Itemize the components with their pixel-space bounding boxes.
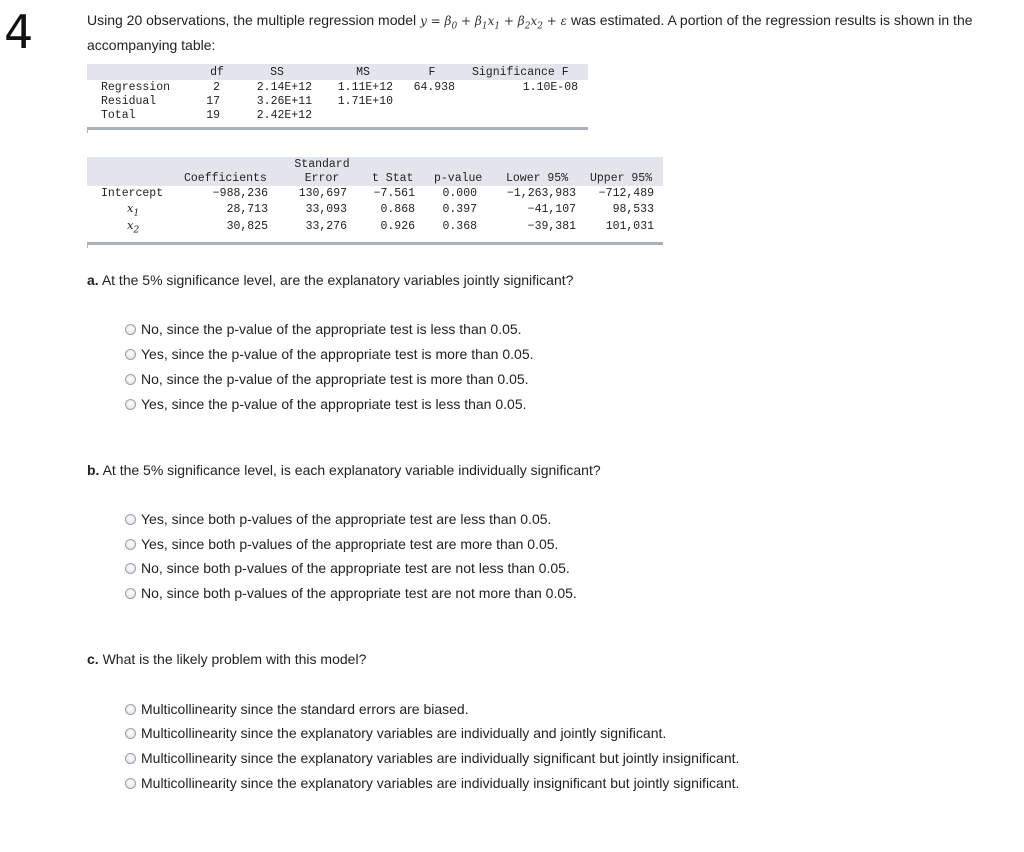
part-a-question: a. At the 5% significance level, are the explanatory variables jointly significant? [87, 272, 574, 288]
coef-bottom-rule [87, 242, 663, 245]
part-a-option[interactable]: Yes, since the p-value of the appropriate test is less than 0.05. [125, 394, 527, 414]
regression-equation: $y = \beta_0 + \beta_1x_1 + \beta_2x_2 + \varepsilon$ [420, 14, 568, 32]
radio-button[interactable] [125, 539, 136, 550]
coef-cell-lower-95: −41,107 [527, 203, 576, 216]
coef-header-error: Error [304, 172, 340, 185]
anova-cell-ss: 3.26E+11 [256, 95, 312, 108]
coef-cell-lower-95: −39,381 [527, 220, 576, 233]
coef-cell-t-stat: 0.868 [380, 203, 415, 216]
anova-cell-ss: 2.14E+12 [256, 81, 312, 94]
coef-cell-std-error: 33,276 [305, 220, 347, 233]
coef-row-label: $x_2$ [127, 218, 140, 236]
coef-header-p-value: p-value [434, 172, 483, 185]
part-c-option[interactable]: Multicollinearity since the explanatory variables are individually significant but jointly insignificant. [125, 748, 739, 768]
coef-cell-p-value: 0.397 [442, 203, 477, 216]
coef-cell-std-error: 130,697 [298, 187, 347, 200]
part-a-option[interactable]: No, since the p-value of the appropriate test is less than 0.05. [125, 319, 522, 339]
radio-button[interactable] [125, 728, 136, 739]
radio-button[interactable] [125, 514, 136, 525]
radio-button[interactable] [125, 704, 136, 715]
anova-cell-ss: 2.42E+12 [256, 109, 312, 122]
part-b-option[interactable]: No, since both p-values of the appropriate test are not less than 0.05. [125, 558, 570, 578]
radio-button[interactable] [125, 588, 136, 599]
part-b-question: b. At the 5% significance level, is each explanatory variable individually significant? [87, 462, 601, 478]
anova-row-label: Residual [101, 95, 157, 108]
radio-button[interactable] [125, 349, 136, 360]
anova-cell-df: 17 [206, 95, 220, 108]
coef-header-coefficients: Coefficients [184, 172, 267, 185]
part-b-option[interactable]: Yes, since both p-values of the appropriate test are more than 0.05. [125, 534, 558, 554]
part-b-option[interactable]: No, since both p-values of the appropriate test are not more than 0.05. [125, 583, 577, 603]
anova-cell-f: 64.938 [413, 81, 455, 94]
radio-button[interactable] [125, 374, 136, 385]
part-a-option[interactable]: No, since the p-value of the appropriate test is more than 0.05. [125, 369, 529, 389]
coef-cell-p-value: 0.368 [442, 220, 477, 233]
coef-cell-coefficient: 30,825 [226, 220, 268, 233]
radio-button[interactable] [125, 753, 136, 764]
radio-button[interactable] [125, 324, 136, 335]
radio-button[interactable] [125, 778, 136, 789]
anova-cell-df: 19 [206, 109, 220, 122]
coef-cell-t-stat: −7.561 [373, 187, 415, 200]
coef-cell-t-stat: 0.926 [380, 220, 415, 233]
part-c-option[interactable]: Multicollinearity since the explanatory variables are individually insignificant but jointly significant. [125, 773, 739, 793]
anova-header-significance-f: Significance F [472, 66, 569, 79]
coef-cell-lower-95: −1,263,983 [506, 187, 576, 200]
question-prompt [87, 11, 997, 55]
anova-header-f: F [428, 66, 436, 79]
coef-header-lower-95: Lower 95% [506, 172, 569, 185]
anova-rule-tick [87, 127, 88, 133]
anova-header-ms: MS [356, 66, 370, 79]
anova-header-ss: SS [270, 66, 284, 79]
coef-row-label: $x_1$ [127, 201, 140, 219]
anova-bottom-rule [87, 127, 588, 130]
anova-cell-df: 2 [213, 81, 220, 94]
radio-button[interactable] [125, 563, 136, 574]
question-number: 4 [4, 5, 34, 59]
coef-cell-upper-95: 98,533 [612, 203, 654, 216]
coef-cell-upper-95: −712,489 [598, 187, 654, 200]
anova-cell-sig: 1.10E-08 [522, 81, 578, 94]
coef-header-upper-95: Upper 95% [590, 172, 653, 185]
coef-row-label: Intercept [101, 187, 164, 200]
anova-row-label: Regression [101, 81, 171, 94]
anova-header-df: df [210, 66, 224, 79]
coef-rule-tick [87, 242, 88, 248]
coef-cell-coefficient: 28,713 [226, 203, 268, 216]
prompt-text-before: Using 20 observations, the multiple regression model [87, 12, 421, 28]
anova-cell-ms: 1.71E+10 [337, 95, 393, 108]
part-c-option[interactable]: Multicollinearity since the explanatory variables are individually and jointly significant. [125, 723, 666, 743]
anova-row-label: Total [101, 109, 136, 122]
part-a-option[interactable]: Yes, since the p-value of the appropriate test is more than 0.05. [125, 344, 534, 364]
coef-header-t-stat: t Stat [372, 172, 414, 185]
part-c-option[interactable]: Multicollinearity since the standard errors are biased. [125, 699, 469, 719]
radio-button[interactable] [125, 399, 136, 410]
coef-cell-std-error: 33,093 [305, 203, 347, 216]
coef-cell-upper-95: 101,031 [605, 220, 654, 233]
coef-cell-coefficient: −988,236 [212, 187, 268, 200]
part-b-option[interactable]: Yes, since both p-values of the appropriate test are less than 0.05. [125, 509, 551, 529]
coef-header-standard: Standard [294, 158, 350, 171]
prompt-text-after: was estimated. A portion of the regression results is shown in the accompanying table: [87, 12, 973, 54]
anova-cell-ms: 1.11E+12 [337, 81, 393, 94]
part-c-question: c. What is the likely problem with this model? [87, 651, 367, 667]
coef-cell-p-value: 0.000 [442, 187, 477, 200]
